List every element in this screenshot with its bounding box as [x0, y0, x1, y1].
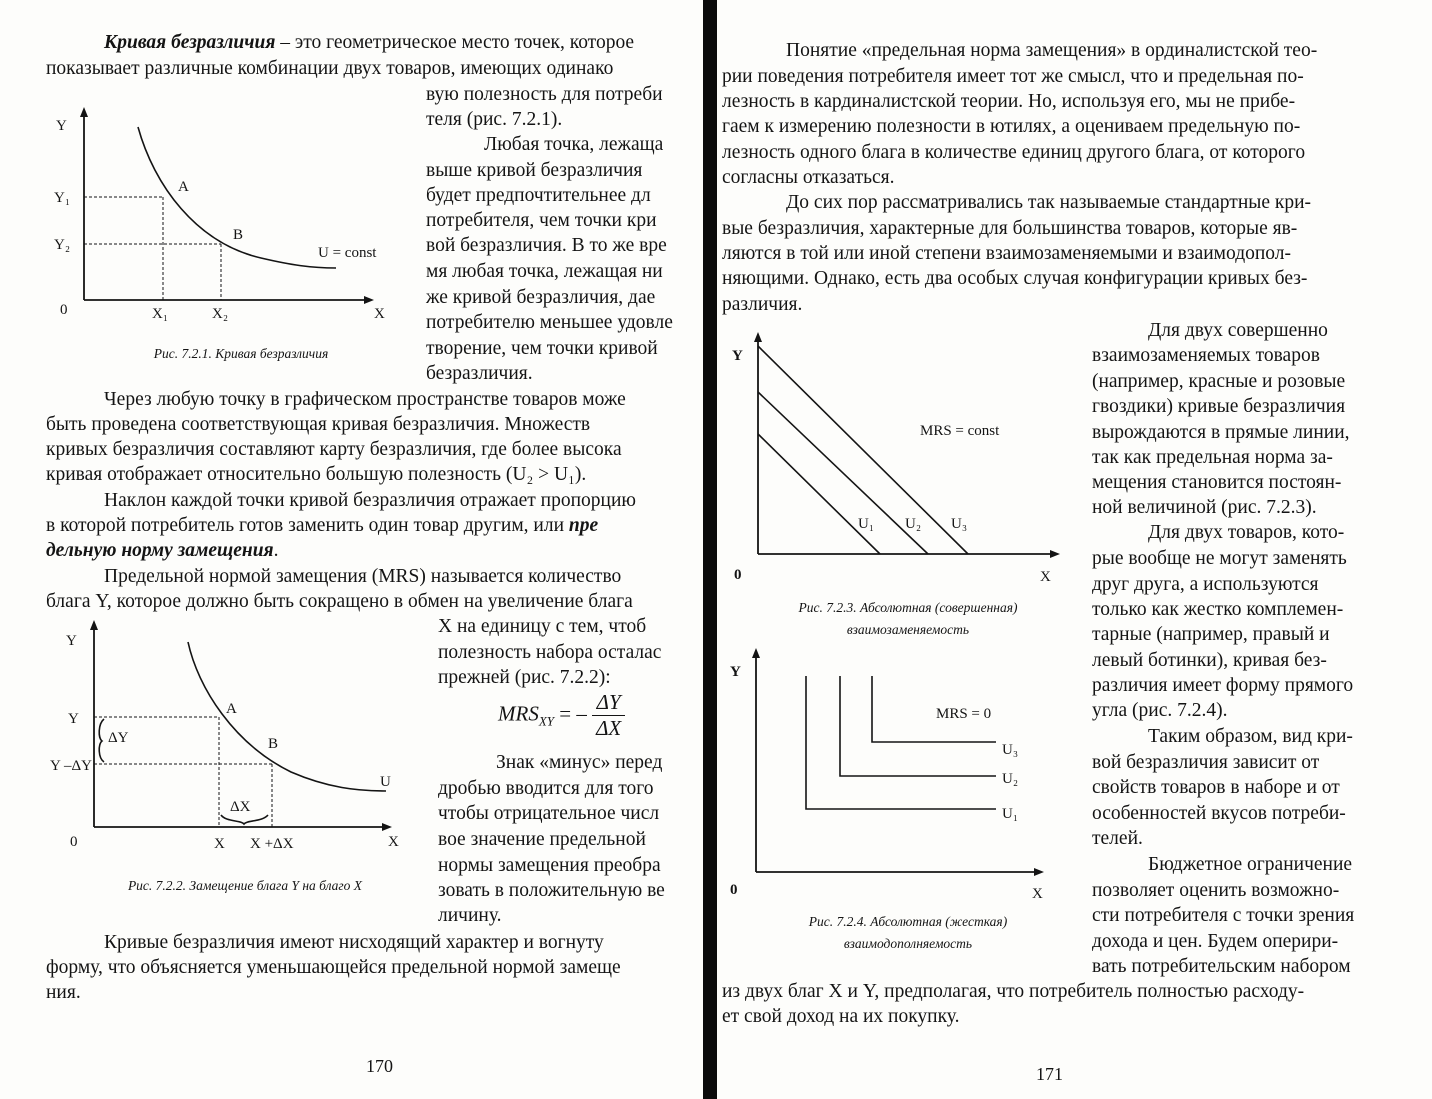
text-line: быть проведена соответствующая кривая безразличия. Множеств	[46, 414, 591, 435]
text-line: телей.	[1092, 828, 1143, 849]
definition-line-3: вую полезность для потреби	[426, 84, 663, 105]
fig2-xplus-label: X +ΔX	[250, 836, 294, 852]
text-line: До сих пор рассматривались так называемые стандартные кри-	[786, 192, 1312, 213]
text-line: друг друга, а используются	[1092, 574, 1319, 595]
text-line: потребителя, чем точки кри	[426, 210, 657, 231]
text-line: Понятие «предельная норма замещения» в ординалистской тео-	[786, 40, 1318, 61]
text-line: рые вообще не могут заменять	[1092, 548, 1347, 569]
fig2-caption: Рис. 7.2.2. Замещение блага Y на благо X	[127, 878, 363, 893]
figure-7-2-3	[718, 328, 1068, 588]
text-line: ет свой доход на их покупку.	[722, 1006, 960, 1027]
text-line: будет предпочтительнее дл	[426, 185, 651, 206]
fig1-curve-label: U = const	[318, 245, 377, 261]
text-line: (например, красные и розовые	[1092, 371, 1346, 392]
definition-line-2: показывает различные комбинации двух товаров, имеющих одинако	[46, 58, 614, 79]
fig2-x-label: X	[388, 834, 399, 850]
text-line: же кривой безразличия, дае	[426, 287, 656, 308]
x-axis-arrow-icon	[1050, 550, 1060, 558]
text-line: мя любая точка, лежащая ни	[426, 261, 663, 282]
text-line: различия.	[722, 294, 803, 315]
fig2-point-a-label: A	[226, 701, 237, 717]
text-line: в которой потребитель готов заменить один товар другим, или пре	[46, 515, 599, 536]
x-axis-arrow-icon	[1034, 868, 1044, 876]
fig4-y-label: Y	[730, 664, 741, 680]
text-line: Бюджетное ограничение	[1148, 854, 1353, 875]
text-line: мещения становится постоян-	[1092, 472, 1342, 493]
text-line: вырождаются в прямые линии,	[1092, 422, 1350, 443]
definition-line-4: теля (рис. 7.2.1).	[426, 109, 563, 130]
fig4-caption-line-2: взаимодополняемость	[843, 936, 973, 951]
text-line: тарные (например, правый и	[1092, 624, 1330, 645]
text-line: взаимозаменяемых товаров	[1092, 345, 1320, 366]
fig4-origin-label: 0	[730, 882, 738, 898]
text-line: Для двух товаров, кото-	[1148, 522, 1345, 543]
text-line: дробью вводится для того	[438, 778, 654, 799]
delta-y-brace	[99, 719, 104, 762]
fig2-dy-label: ΔY	[108, 730, 129, 746]
text-line: прежней (рис. 7.2.2):	[438, 667, 611, 688]
page-number-right: 171	[1036, 1064, 1063, 1084]
text-line: Кривые безразличия имеют нисходящий характер и вогнуту	[104, 932, 604, 953]
fig2-curve-label: U	[380, 774, 391, 790]
text-line: кривых безразличия составляют карту безразличия, где более высока	[46, 439, 622, 460]
fig1-x1-label: X₁	[152, 306, 169, 322]
text-line: дельную норму замещения.	[46, 540, 279, 561]
text-line: только как жестко комплемен-	[1092, 599, 1344, 620]
text-line: няющими. Однако, есть два особых случая конфигурации кривых без-	[722, 268, 1308, 289]
text-line: Предельной нормой замещения (MRS) называется количество	[104, 566, 622, 587]
fig3-origin-label: 0	[734, 567, 742, 583]
fig1-y1-label: Y₁	[54, 190, 71, 206]
fig2-yminus-label: Y –ΔY	[50, 758, 93, 774]
y-axis-arrow-icon	[90, 620, 98, 630]
text-line: так как предельная норма за-	[1092, 447, 1333, 468]
fig2-xv-label: X	[214, 836, 225, 852]
text-line: кривая отображает относительно большую полезность (U₂ > U₁).	[46, 464, 587, 485]
text-line: гаем к измерению полезности в ютилях, а оцениваем предельную по-	[722, 116, 1301, 137]
text-line: творение, чем точки кривой	[426, 338, 658, 359]
x-axis-arrow-icon	[364, 296, 374, 304]
fig4-u2-label: U₂	[1002, 771, 1019, 787]
text-line: ния.	[46, 982, 81, 1003]
text-line: особенностей вкусов потреби-	[1092, 803, 1346, 824]
text-line: дохода и цен. Будем оперири-	[1092, 931, 1339, 952]
text-line: из двух благ X и Y, предполагая, что потребитель полностью расходу-	[722, 981, 1305, 1002]
figure-7-2-4	[718, 640, 1068, 902]
text-line: полезность набора осталас	[438, 642, 662, 663]
text-line: вые безразличия, характерные для большинства товаров, которые яв-	[722, 218, 1298, 239]
fig2-origin-label: 0	[70, 834, 78, 850]
y-axis-arrow-icon	[754, 332, 762, 342]
x-axis-arrow-icon	[382, 823, 392, 831]
fig2-yv-label: Y	[68, 711, 79, 727]
fig3-x-label: X	[1040, 569, 1051, 585]
text-line: лезность одного блага в количестве единиц другого блага, от которого	[722, 142, 1306, 163]
text-line: вать потребительским набором	[1092, 956, 1351, 977]
fig4-u1-label: U₁	[1002, 806, 1019, 822]
text-line: блага Y, которое должно быть сокращено в обмен на увеличение блага	[46, 591, 633, 612]
text-line: гвоздики) кривые безразличия	[1092, 396, 1346, 417]
text-line: выше кривой безразличия	[426, 160, 643, 181]
text-line: свойств товаров в наборе и от	[1092, 777, 1340, 798]
text-line: ляются в той или иной степени взаимозаменяемыми и взаимодопол-	[722, 243, 1292, 264]
text-line: вой безразличия зависит от	[1092, 752, 1320, 773]
text-line: вое значение предельной	[438, 829, 646, 850]
text-line: безразличия.	[426, 363, 533, 384]
fig4-mrs-label: MRS = 0	[936, 706, 992, 722]
fig1-point-a-label: A	[178, 179, 189, 195]
text-line: лезность в кардиналистской теории. Но, используя его, мы не прибе-	[722, 91, 1296, 112]
text-line: согласны отказаться.	[722, 167, 895, 188]
fig1-x-label: X	[374, 306, 385, 322]
fig2-y-label: Y	[66, 633, 77, 649]
text-line: различия имеет форму прямого	[1092, 675, 1354, 696]
text-line: рии поведения потребителя имеет тот же смысл, что и предельная по-	[722, 66, 1304, 87]
term-indifference-curve: Кривая безразличия	[104, 32, 276, 53]
fig3-u1-label: U₁	[858, 516, 875, 532]
fig1-y2-label: Y₂	[54, 237, 71, 253]
y-axis-arrow-icon	[752, 648, 760, 658]
delta-x-brace	[221, 815, 268, 824]
fig1-caption: Рис. 7.2.1. Кривая безразличия	[153, 346, 329, 361]
text-line: потребителю меньшее удовле	[426, 312, 673, 333]
text-line: Для двух совершенно	[1148, 320, 1328, 341]
text-line: Таким образом, вид кри-	[1148, 726, 1353, 747]
definition-line-1: Кривая безразличия – это геометрическое место точек, которое	[104, 32, 635, 53]
text-line: зовать в положительную ве	[438, 880, 665, 901]
fig1-point-b-label: B	[233, 227, 244, 243]
text-line: Любая точка, лежаща	[484, 134, 664, 155]
fig3-caption-line-1: Рис. 7.2.3. Абсолютная (совершенная)	[798, 600, 1018, 615]
text-line: ной величиной (рис. 7.2.3).	[1092, 497, 1317, 518]
text-line: Наклон каждой точки кривой безразличия отражает пропорцию	[104, 490, 636, 511]
indifference-curve	[188, 642, 386, 791]
text-line: личину.	[438, 905, 502, 926]
text-line: Знак «минус» перед	[496, 752, 663, 773]
y-axis-arrow-icon	[80, 107, 88, 117]
mrs-formula: $MRS_{XY}$ = – $\frac{\Delta Y}{\Delta X}$	[498, 690, 625, 741]
corner-u2	[840, 676, 996, 776]
fig3-caption-line-2: взаимозаменяемость	[846, 622, 970, 637]
text-line: форму, что объясняется уменьшающейся предельной нормой замеще	[46, 957, 621, 978]
fig3-u2-label: U₂	[905, 516, 922, 532]
fig4-x-label: X	[1032, 886, 1043, 902]
text-line: чтобы отрицательное числ	[438, 803, 660, 824]
fig1-y-label: Y	[56, 118, 67, 134]
mrs-fraction: $\frac{\Delta Y}{\Delta X}$	[592, 690, 625, 741]
text-line: позволяет оценить возможно-	[1092, 880, 1340, 901]
text-line: угла (рис. 7.2.4).	[1092, 700, 1228, 721]
text-line: сти потребителя с точки зрения	[1092, 905, 1355, 926]
line-u1	[758, 434, 880, 554]
line-u2	[758, 392, 928, 554]
right-page	[718, 0, 1432, 1099]
fig1-origin-label: 0	[60, 302, 68, 318]
fig3-u3-label: U₃	[951, 516, 968, 532]
page-number-left: 170	[366, 1056, 393, 1076]
indifference-curve	[138, 127, 336, 268]
figure-7-2-1	[46, 105, 385, 325]
fig2-point-b-label: B	[268, 736, 279, 752]
left-page	[0, 0, 712, 1099]
text-line: Через любую точку в графическом пространстве товаров може	[104, 389, 626, 410]
fig3-y-label: Y	[732, 348, 743, 364]
fig3-mrs-label: MRS = const	[920, 423, 1000, 439]
term-mrs: дельную норму замещения	[46, 540, 274, 561]
figure-7-2-2	[46, 612, 406, 852]
text-line: X на единицу с тем, чтоб	[438, 616, 647, 637]
text-line: вой безразличия. В то же вре	[426, 235, 667, 256]
fig1-x2-label: X₂	[212, 306, 229, 322]
text-line: левый ботинки), кривая без-	[1092, 650, 1327, 671]
text-line: нормы замещения преобра	[438, 855, 661, 876]
fig2-dx-label: ΔX	[230, 799, 251, 815]
fig4-caption-line-1: Рис. 7.2.4. Абсолютная (жесткая)	[808, 914, 1008, 929]
fig4-u3-label: U₃	[1002, 742, 1019, 758]
